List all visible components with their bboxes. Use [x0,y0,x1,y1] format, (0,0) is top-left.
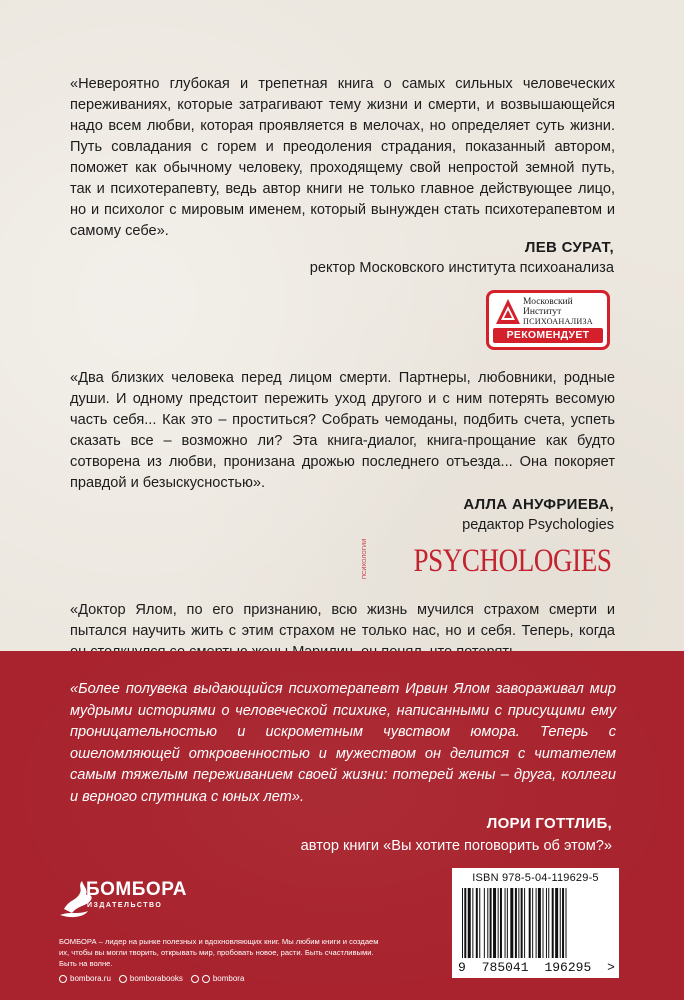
quote-alla-anufrieva: «Два близких человека перед лицом смерти. Партнеры, любовники, родные души. И одному предстоит пережить уход другого и с ним потерять весомую часть себя... Как это – проститься? Собрать чемоданы, подбить счета, успеть сказать все – возможно ли? Эта книга-диалог, книга-прощание как будто сотворена из любви, пронизана дрожью последнего отъезда... Она покоряет правдой и безыскусностью». [70,370,615,491]
author-name: ЛОРИ ГОТТЛИБ, [486,815,612,832]
quote-lev-surat: «Невероятно глубокая и трепетная книга о самых сильных человеческих переживаниях, которые затрагивают тему жизни и смерти, и возвышающейся надо всем любви, которая проявляется в мелочах, но определяет суть жизни. Путь совладания с горем и преодоления страдания, показанный автором, поможет как обычному человеку, проходящему свой непростой земной путь, так и психотерапевту, ведь автор книги не только главное действующее лицо, но и психолог с мировым именем, который вынужден стать психотерапевтом и самому себе». [70,76,615,239]
quote-lori-gottlieb: «Более полувека выдающийся психотерапевт Ирвин Ялом завораживал мир мудрыми историями о человеческой психике, написанными с присущими ему проницательностью и искрометным чувством юмора. Теперь с ошеломляющей откровенностью и мужеством он делится с читателем самым тяжелым переживанием своей жизни: потерей жены – друга, коллеги и верного спутника с юных лет». [70,681,616,805]
social-link-site[interactable]: bombora.ru [59,974,111,983]
globe-icon [59,975,67,983]
telegram-icon [202,975,210,983]
publisher-sub: ИЗДАТЕЛЬСТВО [87,902,163,909]
ok-icon [191,975,199,983]
social-link-vk[interactable]: bomborabooks [119,974,183,983]
barcode-bars [462,888,612,958]
publisher-name: БОМБОРА [86,879,187,900]
quote-yalom-truncated: «Доктор Ялом, по его признанию, всю жизнь мучился страхом смерти и пытался научить жить с этим страхом не только нас, но и себя. Теперь, когда [70,602,615,639]
mip-logo-icon [495,298,521,326]
psychologies-small-text: ПСИХОЛОГИИ [362,538,369,579]
psychologies-logo [362,535,612,579]
social-link-messengers[interactable]: bombora [191,974,245,983]
isbn-text: ISBN 978-5-04-119629-5 [472,872,599,884]
publisher-description: БОМБОРА – лидер на рынке полезных и вдохновляющих книг. Мы любим книги и создаем их, чтобы вы могли творить, открывать мир, пробовать новое, расти. Быть счастливыми. Быть на волне. [59,937,379,968]
social-links [59,974,244,983]
author-role: редактор Psychologies [462,517,614,533]
author-name: ЛЕВ СУРАТ, [524,239,614,256]
author-alla-anufrieva [462,494,614,536]
psychologies-wordmark: PSYCHOLOGIES [413,543,612,579]
mip-name: Московский Институт ПСИХОАНАЛИЗА [523,297,593,326]
author-lev-surat [310,237,614,279]
vk-icon [119,975,127,983]
author-lori-gottlieb [301,813,612,857]
barcode [452,868,619,978]
mip-recommends-badge [486,290,610,350]
author-role: ректор Московского института психоанализа [309,260,614,276]
mip-recommend-label: РЕКОМЕНДУЕТ [493,328,603,343]
barcode-digits: 9 785041 196295 > [458,960,615,975]
author-name: АЛЛА АНУФРИЕВА, [463,496,614,513]
author-role: автор книги «Вы хотите поговорить об этом?» [300,838,612,854]
